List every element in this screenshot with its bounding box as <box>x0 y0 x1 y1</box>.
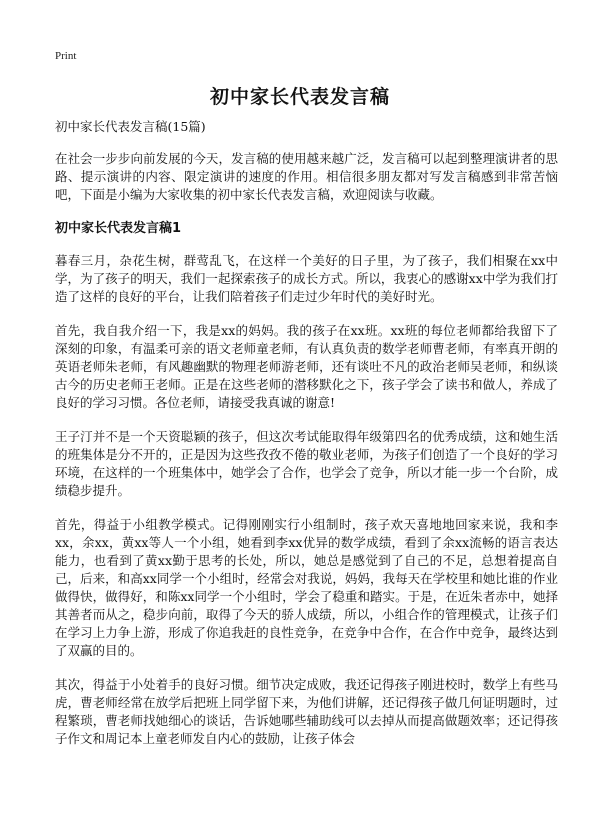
body-paragraph: 首先，得益于小组教学模式。记得刚刚实行小组制时，孩子欢天喜地地回家来说，我和李xx，余xx，黄xx等人一个小组，她看到李xx优异的数学成绩，看到了余xx流畅的语言表达能力，也看到了黄xx勤于思考的长处，所以，她总是感觉到了自己的不足，总想着提高自己，后来，和高xx同学一个小组时，经常会对我说，妈妈，我每天在学校里和她比谁的作业做得快，做得好，和陈xx同学一个小组时，学会了稳重和踏实。于是，在近朱者赤中，她择其善者而从之，稳步向前，取得了今天的骄人成绩，所以，小组合作的管理模式，让孩子们在学习上力争上游，形成了你追我赶的良性竞争，在竞争中合作，在合作中竞争，最终达到了双赢的目的。 <box>55 517 558 658</box>
body-paragraph: 暮春三月，杂花生树，群莺乱飞，在这样一个美好的日子里，为了孩子，我们相聚在xx中学，为了孩子的明天，我们一起探索孩子的成长方式。所以，我衷心的感谢xx中学为我们打造了这样的良好的平台，让我们陪着孩子们走过少年时代的美好时光。 <box>55 253 558 304</box>
intro-paragraph: 在社会一步步向前发展的今天，发言稿的使用越来越广泛，发言稿可以起到整理演讲者的思路、提示演讲的内容、限定演讲的速度的作用。相信很多朋友都对写发言稿感到非常苦恼吧，下面是小编为大家收集的初中家长代表发言稿，欢迎阅读与收藏。 <box>55 151 558 202</box>
page-title: 初中家长代表发言稿 <box>209 86 390 108</box>
document-subtitle: 初中家长代表发言稿(15篇) <box>55 119 206 134</box>
document-body <box>55 118 558 764</box>
body-paragraph: 首先，我自我介绍一下，我是xx的妈妈。我的孩子在xx班。xx班的每位老师都给我留下了深刻的印象，有温柔可亲的语文老师童老师，有认真负责的数学老师曹老师，有率真开朗的英语老师朱老师，有风趣幽默的物理老师游老师，还有谈吐不凡的政治老师吴老师，和纵谈古今的历史老师王老师。正是在这些老师的潜移默化之下，孩子学会了读书和做人，养成了良好的学习习惯。各位老师，请接受我真诚的谢意! <box>55 323 558 410</box>
print-link[interactable]: Print <box>55 50 77 62</box>
section-heading: 初中家长代表发言稿1 <box>55 221 182 236</box>
body-paragraph: 王子汀并不是一个天资聪颖的孩子，但这次考试能取得年级第四名的优秀成绩，这和她生活的班集体是分不开的，正是因为这些孜孜不倦的敬业老师，为孩子们创造了一个良好的学习环境，在这样的一个班集体中，她学会了合作，也学会了竞争，所以才能一步一个台阶，成绩稳步提升。 <box>55 429 558 498</box>
body-paragraph: 其次，得益于小处着手的良好习惯。细节决定成败，我还记得孩子刚进校时，数学上有些马虎，曹老师经常在放学后把班上同学留下来，为他们讲解，还记得孩子做几何证明题时，过程繁琐，曹老师找她细心的谈话，告诉她哪些辅助线可以去掉从而提高做题效率；还记得孩子作文和周记本上童老师发自内心的鼓励，让孩子体会 <box>55 677 558 746</box>
